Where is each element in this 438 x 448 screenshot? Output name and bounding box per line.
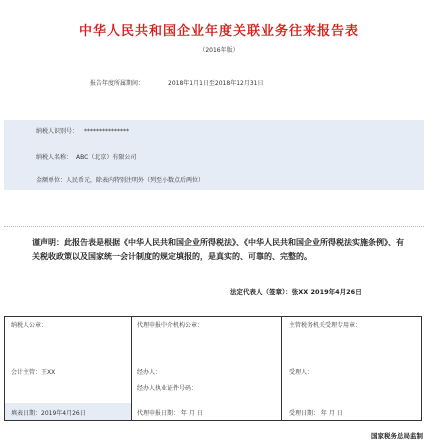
section-divider <box>4 226 424 227</box>
accountant-label: 会计主管：王XX <box>11 369 56 376</box>
taxpayer-id-value: *************** <box>84 128 130 135</box>
column-divider <box>281 317 282 420</box>
taxpayer-name-label: 纳税人名称： <box>36 154 73 161</box>
taxpayer-id-label: 纳税人识别号： <box>36 128 79 135</box>
legal-representative-signature: 法定代表人（签章）：张XX 2019年4月26日 <box>230 288 362 296</box>
declaration-text: 谨声明：此报告表是根据《中华人民共和国企业所得税法》、《中华人民共和国企业所得税法实施条例》、有关税收政策以及国家统一会计制度的规定填报的，是真实的、可靠的、完整的。 <box>32 238 404 261</box>
agency-seal-label: 代理申报中介机构公章： <box>137 322 204 329</box>
column-divider <box>131 317 132 420</box>
report-edition: （2016年版） <box>199 47 239 54</box>
agency-date: 代理申报日期： 年 月 日 <box>137 410 203 417</box>
period-value: 2018年1月1日至2018年12月31日 <box>168 80 264 87</box>
supervision-note: 国家税务总局监制 <box>371 432 423 440</box>
receiver-label: 受理人： <box>289 369 314 376</box>
signature-table <box>4 316 422 421</box>
taxpayer-name-value: ABC（北京）有限公司 <box>76 154 137 161</box>
taxpayer-id-row <box>36 126 129 135</box>
report-title: 中华人民共和国企业年度关联业务往来报告表 <box>78 24 359 39</box>
amount-unit-note: 金额单位：人民币元，除表内特别注明外（列至小数点后两位） <box>36 177 205 184</box>
receipt-date: 受理日期： 年 月 日 <box>289 410 343 417</box>
taxpayer-seal-label: 纳税人公章： <box>11 322 48 329</box>
handler-cert-label: 经办人执业证件号码： <box>137 385 198 392</box>
period-label: 报告年度所属期间： <box>90 80 145 87</box>
reporting-period <box>90 78 263 87</box>
handler-label: 经办人： <box>137 369 162 376</box>
taxpayer-name-row <box>36 152 136 161</box>
fill-date: 填表日期：2019年4月26日 <box>11 410 86 417</box>
tax-authority-seal-label: 主管税务机关受理专用章： <box>289 322 362 329</box>
